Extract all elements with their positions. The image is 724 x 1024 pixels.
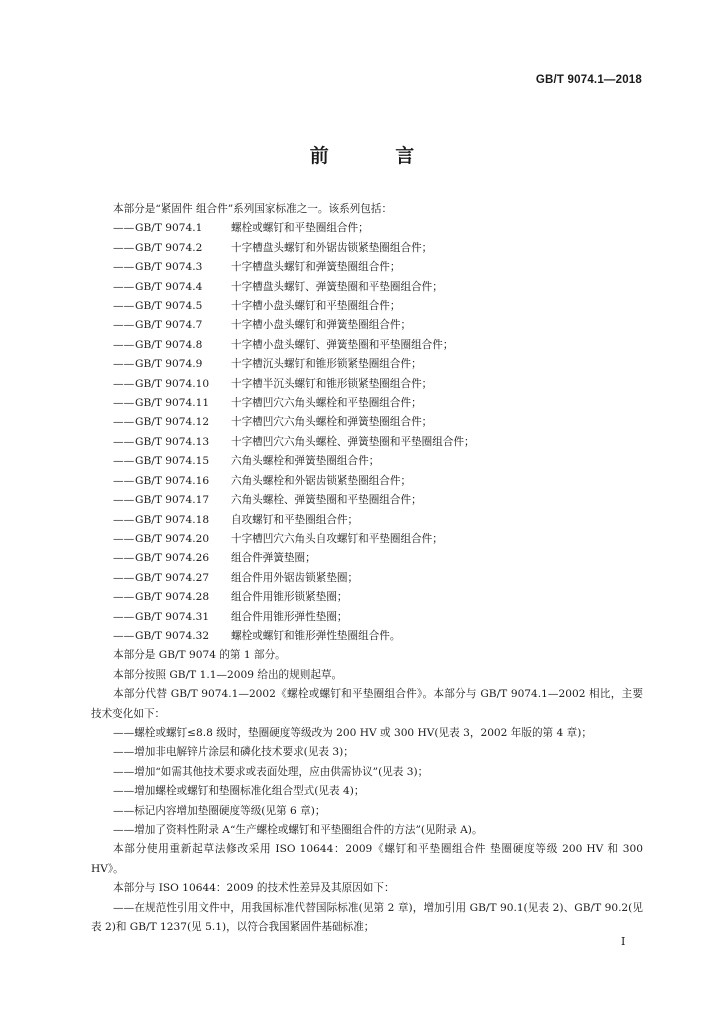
series-dash: —— xyxy=(113,319,135,332)
series-item xyxy=(91,413,643,432)
series-dash: —— xyxy=(113,571,135,584)
paragraph-adoption: 本部分使用重新起草法修改采用 ISO 10644：2009《螺钉和平垫圈组合件 垫圈硬度等级 200 HV 和 300 HV》。 xyxy=(91,843,643,875)
series-item xyxy=(91,355,643,374)
series-code: GB/T 9074.16 xyxy=(135,474,210,487)
intro-paragraph: 本部分是“紧固件 组合件”系列国家标准之一。该系列包括： xyxy=(113,203,393,215)
series-name: 十字槽小盘头螺钉和弹簧垫圈组合件； xyxy=(231,319,412,332)
series-item xyxy=(91,549,643,568)
paragraph-differences: 本部分与 ISO 10644：2009 的技术性差异及其原因如下： xyxy=(113,882,395,895)
document-body xyxy=(91,200,643,937)
series-item xyxy=(91,530,643,549)
series-item xyxy=(91,452,643,471)
series-dash: —— xyxy=(113,222,135,235)
series-name: 六角头螺栓和外锯齿锁紧垫圈组合件； xyxy=(231,474,412,487)
series-dash: —— xyxy=(113,494,135,507)
series-code: GB/T 9074.26 xyxy=(135,552,210,565)
series-item xyxy=(91,336,643,355)
change-item: ——增加螺栓或螺钉和垫圈标准化组合型式(见表 4)； xyxy=(113,785,365,798)
series-name: 十字槽凹穴六角头螺栓和弹簧垫圈组合件； xyxy=(231,416,433,429)
series-code: GB/T 9074.2 xyxy=(135,241,203,254)
series-list xyxy=(91,219,643,646)
page-title: 前 言 xyxy=(309,145,445,167)
series-dash: —— xyxy=(113,629,135,642)
document-code: GB/T 9074.1—2018 xyxy=(535,74,642,86)
series-name: 组合件弹簧垫圈； xyxy=(231,552,316,565)
series-name: 六角头螺栓、弹簧垫圈和平垫圈组合件； xyxy=(231,494,422,507)
page-number: I xyxy=(621,935,626,948)
series-name: 螺栓或螺钉和锥形弹性垫圈组合件。 xyxy=(231,629,401,642)
series-code: GB/T 9074.4 xyxy=(135,280,203,293)
changes-list xyxy=(91,724,643,840)
series-code: GB/T 9074.13 xyxy=(135,435,210,448)
series-dash: —— xyxy=(113,397,135,410)
series-dash: —— xyxy=(113,610,135,623)
series-dash: —— xyxy=(113,416,135,429)
series-code: GB/T 9074.32 xyxy=(135,629,210,642)
series-code: GB/T 9074.3 xyxy=(135,261,203,274)
series-item xyxy=(91,472,643,491)
series-item xyxy=(91,394,643,413)
series-item xyxy=(91,297,643,316)
series-name: 十字槽盘头螺钉、弹簧垫圈和平垫圈组合件； xyxy=(231,280,443,293)
series-name: 自攻螺钉和平垫圈组合件； xyxy=(231,513,359,526)
series-dash: —— xyxy=(113,377,135,390)
change-item: ——标记内容增加垫圈硬度等级(见第 6 章)； xyxy=(113,804,326,817)
series-name: 六角头螺栓和弹簧垫圈组合件； xyxy=(231,455,380,468)
series-dash: —— xyxy=(113,261,135,274)
series-code: GB/T 9074.20 xyxy=(135,532,210,545)
series-name: 十字槽盘头螺钉和外锯齿锁紧垫圈组合件； xyxy=(231,241,433,254)
series-dash: —— xyxy=(113,280,135,293)
series-dash: —— xyxy=(113,513,135,526)
series-name: 十字槽小盘头螺钉、弹簧垫圈和平垫圈组合件； xyxy=(231,338,454,351)
series-name: 十字槽沉头螺钉和锥形锁紧垫圈组合件； xyxy=(231,358,422,371)
series-name: 十字槽小盘头螺钉和平垫圈组合件； xyxy=(231,300,401,313)
series-code: GB/T 9074.11 xyxy=(135,397,210,410)
series-item xyxy=(91,316,643,335)
series-code: GB/T 9074.9 xyxy=(135,358,203,371)
series-name: 十字槽盘头螺钉和弹簧垫圈组合件； xyxy=(231,261,401,274)
series-dash: —— xyxy=(113,358,135,371)
series-code: GB/T 9074.12 xyxy=(135,416,210,429)
series-item xyxy=(91,219,643,238)
change-item: ——增加“如需其他技术要求或表面处理，应由供需协议”(见表 3)； xyxy=(113,765,429,778)
series-code: GB/T 9074.10 xyxy=(135,377,210,390)
series-name: 十字槽半沉头螺钉和锥形锁紧垫圈组合件； xyxy=(231,377,433,390)
series-code: GB/T 9074.8 xyxy=(135,338,203,351)
series-dash: —— xyxy=(113,435,135,448)
series-dash: —— xyxy=(113,591,135,604)
series-dash: —— xyxy=(113,338,135,351)
series-name: 十字槽凹穴六角头螺栓和平垫圈组合件； xyxy=(231,397,422,410)
series-name: 螺栓或螺钉和平垫圈组合件； xyxy=(231,222,369,235)
series-item xyxy=(91,375,643,394)
series-dash: —— xyxy=(113,474,135,487)
series-item xyxy=(91,569,643,588)
series-item xyxy=(91,278,643,297)
series-name: 组合件用锥形锁紧垫圈； xyxy=(231,591,348,604)
series-name: 十字槽凹穴六角头螺栓、弹簧垫圈和平垫圈组合件； xyxy=(231,435,475,448)
series-code: GB/T 9074.17 xyxy=(135,494,210,507)
series-name: 十字槽凹穴六角头自攻螺钉和平垫圈组合件； xyxy=(231,532,443,545)
series-item xyxy=(91,491,643,510)
series-item xyxy=(91,627,643,646)
series-item xyxy=(91,258,643,277)
change-item: ——增加了资料性附录 A“生产螺栓或螺钉和平垫圈组合件的方法”(见附录 A)。 xyxy=(113,824,483,836)
change-item: ——螺栓或螺钉≤8.8 级时，垫圈硬度等级改为 200 HV 或 300 HV(见表 3，2002 年版的第 4 章)； xyxy=(113,726,592,739)
series-code: GB/T 9074.18 xyxy=(135,513,210,526)
paragraph-drafting: 本部分按照 GB/T 1.1—2009 给出的规则起草。 xyxy=(113,668,343,681)
series-item xyxy=(91,433,643,452)
series-dash: —— xyxy=(113,532,135,545)
series-code: GB/T 9074.15 xyxy=(135,455,210,468)
series-code: GB/T 9074.7 xyxy=(135,319,203,332)
paragraph-part: 本部分是 GB/T 9074 的第 1 部分。 xyxy=(113,649,286,662)
series-name: 组合件用锥形弹性垫圈； xyxy=(231,610,348,623)
series-item xyxy=(91,511,643,530)
change-item: ——增加非电解锌片涂层和磷化技术要求(见表 3)； xyxy=(113,746,354,759)
series-code: GB/T 9074.1 xyxy=(135,222,203,235)
series-code: GB/T 9074.5 xyxy=(135,300,203,313)
difference-item: ——在规范性引用文件中，用我国标准代替国际标准(见第 2 章)，增加引用 GB/T 90.1(见表 2)、GB/T 90.2(见表 2)和 GB/T 1237(见 5.1)，以符合我国紧固件基础标准； xyxy=(91,901,643,934)
series-dash: —— xyxy=(113,300,135,313)
series-item xyxy=(91,608,643,627)
series-code: GB/T 9074.28 xyxy=(135,591,210,604)
series-item xyxy=(91,588,643,607)
series-code: GB/T 9074.27 xyxy=(135,571,210,584)
paragraph-replaces: 本部分代替 GB/T 9074.1—2002《螺栓或螺钉和平垫圈组合件》。本部分与 GB/T 9074.1—2002 相比，主要技术变化如下： xyxy=(91,688,643,720)
series-dash: —— xyxy=(113,455,135,468)
series-dash: —— xyxy=(113,552,135,565)
series-dash: —— xyxy=(113,241,135,254)
series-item xyxy=(91,239,643,258)
series-code: GB/T 9074.31 xyxy=(135,610,210,623)
series-name: 组合件用外锯齿锁紧垫圈； xyxy=(231,571,359,584)
